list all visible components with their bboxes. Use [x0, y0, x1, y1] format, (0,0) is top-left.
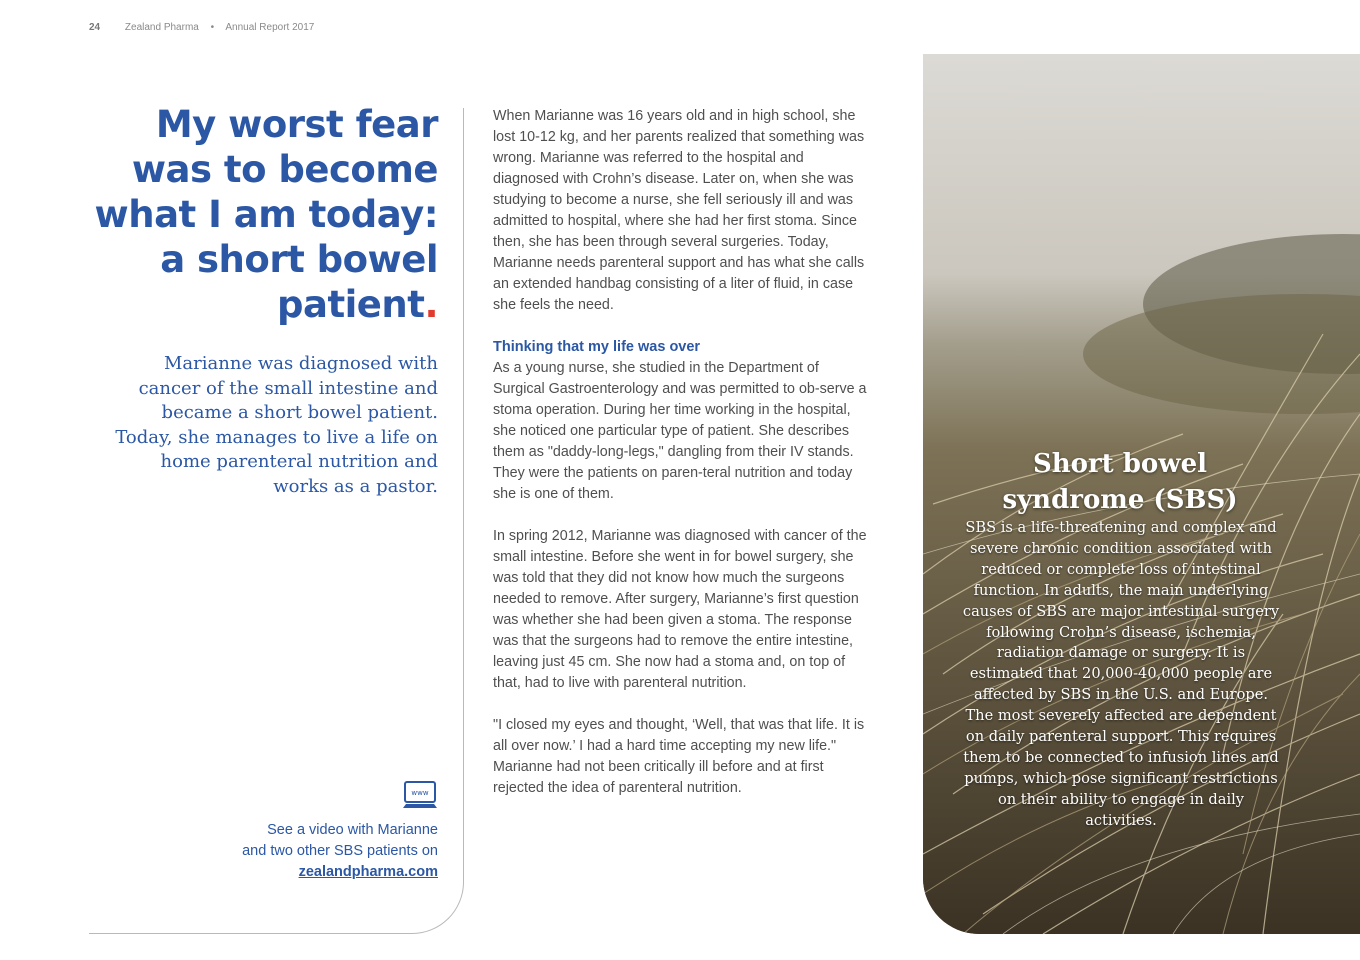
page-number: 24 [89, 22, 101, 33]
headline-red-dot: . [424, 283, 438, 326]
www-icon-label: www [411, 789, 429, 797]
page-header [89, 22, 314, 33]
page-headline [78, 102, 438, 327]
header-separator: • [210, 22, 215, 33]
article-paragraph: In spring 2012, Marianne was diagnosed with cancer of the small intestine. Before she went in for bowel surgery, she was told that they did not know how much the surgeons needed to remove. After surgery, Marianne’s first question was whether she had been given a stoma. The response was that the surgeons had to remove the entire intestine, leaving just 45 cm. She now had a stoma and, on top of that, had to live with parenteral nutrition. [493, 528, 867, 691]
website-link[interactable]: zealandpharma.com [298, 864, 438, 880]
headline-line: what I am today: [94, 193, 438, 236]
report-title: Annual Report 2017 [225, 22, 315, 33]
headline-line: was to become [131, 148, 438, 191]
sbs-title-line1: Short bowel [1032, 449, 1208, 479]
sbs-title-line2: syndrome (SBS) [1002, 485, 1238, 515]
article-paragraph: "I closed my eyes and thought, ‘Well, that was that life. It is all over now.’ I had a hard time accepting my new life." Marianne had not been critically ill before and at first rejected the idea of parenteral nutrition. [493, 717, 865, 796]
video-promo-line1: See a video with Marianne [267, 822, 438, 838]
headline-line-last [78, 282, 438, 327]
sbs-box-title [960, 446, 1280, 518]
intro-text: Marianne was diagnosed with cancer of the small intestine and became a short bowel patient. Today, she manages to live a life on home parenteral nutrition and works as a pastor. [115, 353, 438, 497]
article-paragraph: As a young nurse, she studied in the Department of Surgical Gastroenterology and was permitted to ob-serve a stoma operation. During her time working in the hospital, she noticed one particular type of patient. She describes them as "daddy-long-legs," dangling from their IV stands. They were the patients on paren-teral nutrition and today she is one of them. [493, 360, 867, 502]
headline-last-word: patient [276, 283, 425, 326]
article-body [493, 106, 871, 799]
company-name: Zealand Pharma [124, 22, 199, 33]
sbs-box-text: SBS is a life-threatening and complex and severe chronic condition associated with reduced or complete loss of intestinal function. In adults, the main underlying causes of SBS are major intestinal surgery following Crohn’s disease, ischemia, radiation damage or surgery. It is estimated that 20,000-40,000 people are affected by SBS in the U.S. and Europe. The most severely affected are dependent on daily parenteral support. This requires them to be connected to infusion lines and pumps, which pose significant restrictions on their ability to engage in daily activities. [962, 519, 1280, 829]
article-subheading: Thinking that my life was over [493, 339, 701, 355]
www-monitor-icon [402, 781, 438, 811]
video-promo-line2: and two other SBS patients on [242, 843, 438, 859]
headline-line: My worst fear [155, 103, 438, 146]
article-paragraph: When Marianne was 16 years old and in high school, she lost 10-12 kg, and her parents realized that something was wrong. Marianne was referred to the hospital and diagnosed with Crohn’s disease. Later on, when she was studying to become a nurse, she fell seriously ill and was admitted to hospital, where she had her first stoma. Since then, she has been through several surgeries. Today, Marianne needs parenteral support and has what she calls an extended handbag consisting of a liter of fluid, in case she feels the need. [493, 108, 865, 313]
headline-line: a short bowel [160, 238, 438, 281]
video-promo [138, 820, 438, 883]
